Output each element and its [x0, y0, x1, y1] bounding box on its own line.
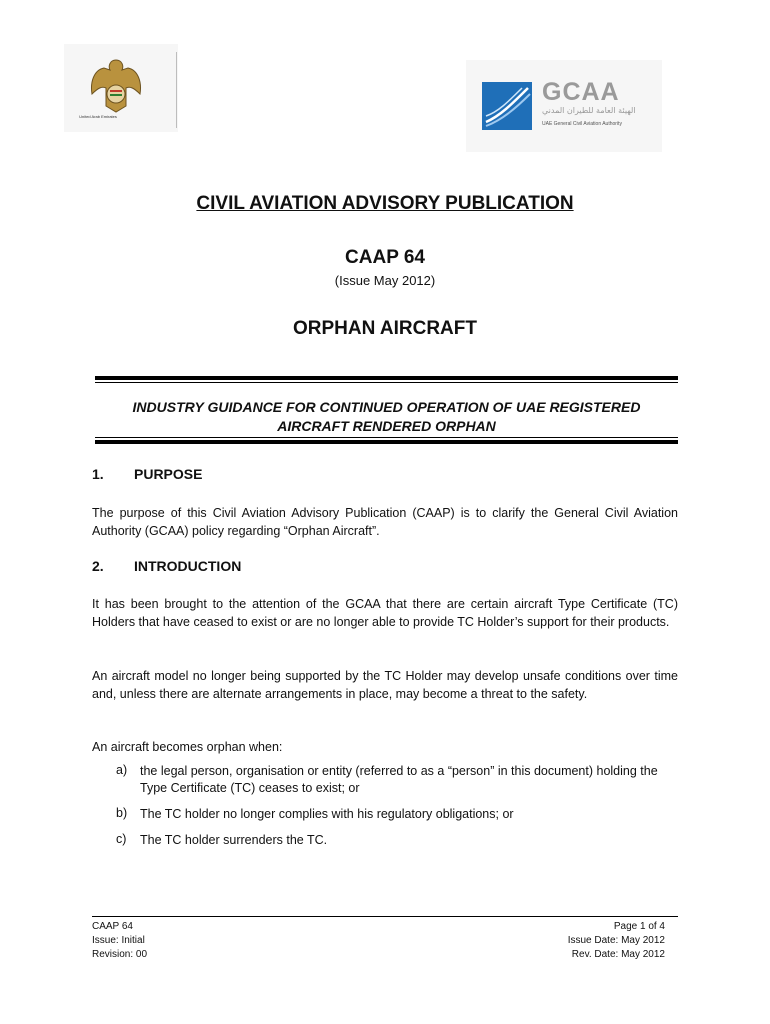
- rule-top-thin: [95, 382, 678, 383]
- document-number: CAAP 64: [345, 247, 425, 268]
- emblem-caption: United Arab Emirates: [79, 114, 117, 119]
- guidance-line-2: AIRCRAFT RENDERED ORPHAN: [277, 418, 496, 434]
- gcaa-arabic-text: الهيئة العامة للطيران المدني: [542, 106, 636, 115]
- list-item-marker: b): [116, 806, 128, 820]
- gcaa-wordmark: GCAA: [542, 78, 620, 106]
- footer-left: [92, 920, 147, 962]
- header-divider: [176, 52, 177, 128]
- footer-doc-number: CAAP 64: [92, 921, 133, 932]
- document-subject: ORPHAN AIRCRAFT: [292, 318, 477, 339]
- footer-page-number: Page 1 of 4: [613, 921, 665, 932]
- gcaa-english-text: UAE General Civil Aviation Authority: [542, 121, 622, 127]
- document-title: CIVIL AVIATION ADVISORY PUBLICATION: [196, 193, 574, 214]
- list-item: The TC holder surrenders the TC.: [140, 833, 328, 847]
- footer-rev-date: Rev. Date: May 2012: [571, 949, 665, 960]
- guidance-line-1: INDUSTRY GUIDANCE FOR CONTINUED OPERATION OF UAE REGISTERED: [132, 399, 641, 415]
- rule-bottom-thin: [95, 437, 678, 438]
- section-number: 2.: [92, 558, 104, 574]
- section-number: 1.: [92, 466, 104, 482]
- section-title-purpose: PURPOSE: [134, 466, 203, 482]
- list-item: The TC holder no longer complies with his regulatory obligations; or: [140, 807, 514, 821]
- gcaa-logo-mark-icon: [482, 82, 532, 130]
- document-issue: (Issue May 2012): [334, 273, 436, 288]
- footer-revision: Revision: 00: [92, 949, 148, 960]
- rule-top-thick: [95, 376, 678, 380]
- footer-issue: Issue: Initial: [92, 935, 145, 946]
- introduction-paragraph-1: It has been brought to the attention of the GCAA that there are certain aircraft Type Certificate (TC) Holders that have ceased to exist or are no longer able to provide TC Holder’s support for their products.: [92, 597, 678, 629]
- footer-right: [568, 920, 665, 962]
- section-title-introduction: INTRODUCTION: [134, 558, 242, 574]
- introduction-paragraph-2: An aircraft model no longer being supported by the TC Holder may develop unsafe conditions over time and, unless there are alternate arrangements in place, may become a threat to the safety.: [92, 669, 678, 701]
- guidance-heading: [95, 398, 678, 436]
- list-item-marker: c): [116, 832, 127, 846]
- purpose-paragraph: The purpose of this Civil Aviation Advisory Publication (CAAP) is to clarify the General Civil Aviation Authority (GCAA) policy regarding “Orphan Aircraft”.: [92, 506, 678, 538]
- list-item: the legal person, organisation or entity (referred to as a “person” in this document) holding the Type Certificate (TC) ceases to exist; or: [140, 764, 658, 795]
- footer-rule: [92, 916, 678, 917]
- rule-bottom-thick: [95, 440, 678, 444]
- footer-issue-date: Issue Date: May 2012: [567, 935, 665, 946]
- list-item-marker: a): [116, 763, 128, 777]
- introduction-paragraph-3: An aircraft becomes orphan when:: [92, 740, 283, 754]
